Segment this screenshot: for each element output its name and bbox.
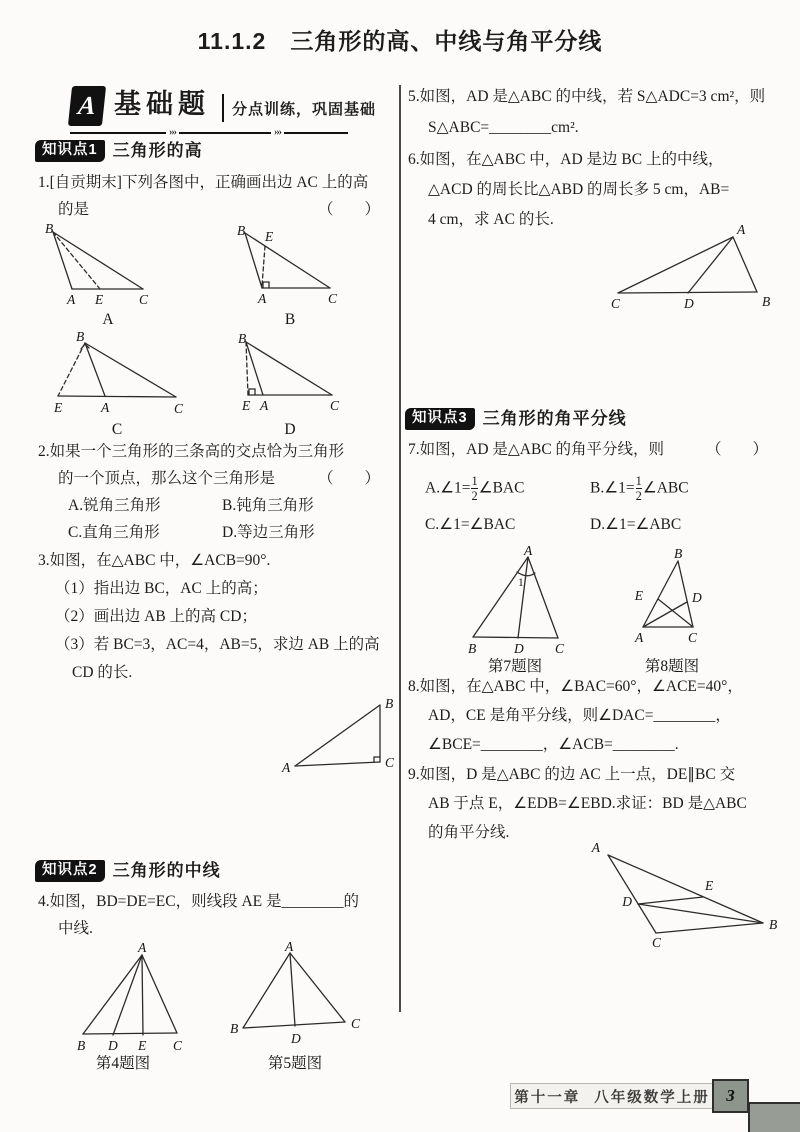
kp3-badge: 知识点3 <box>405 408 475 430</box>
q8-line1: 8.如图，在△ABC 中，∠BAC=60°，∠ACE=40°， <box>408 678 743 695</box>
vertex-label: A <box>67 292 76 307</box>
q1-option-b-caption: B <box>284 311 296 328</box>
q5-figure <box>213 939 368 1074</box>
footer-chapter: 第十一章 <box>514 1089 581 1106</box>
fraction-one-half <box>471 475 477 503</box>
q8-line2: AD，CE 是角平分线，则∠DAC=________， <box>428 707 731 724</box>
vertex-label: A <box>260 398 269 413</box>
level-title: 基础题 <box>114 89 210 119</box>
vertex-label: A <box>282 760 291 775</box>
q9-line2: AB 于点 E，∠EDB=∠EBD.求证：BD 是△ABC <box>428 795 747 812</box>
q7-option-b-post: ∠ABC <box>642 479 689 497</box>
q1-option-a-caption: A <box>102 311 114 328</box>
q5-figure-caption: 第5题图 <box>267 1055 323 1072</box>
fraction-denominator: 2 <box>471 489 478 504</box>
vertex-label: B <box>230 1021 239 1036</box>
page-title: 11.1.2 三角形的高、中线与角平分线 <box>197 28 603 54</box>
q2-line2: 的一个顶点，那么这个三角形是 <box>58 470 276 487</box>
q8-line3: ∠BCE=________，∠ACB=________. <box>428 736 679 753</box>
q2-option-b: B.钝角三角形 <box>222 497 314 514</box>
q1-figure-b <box>228 225 358 330</box>
q2-line1: 2.如果一个三角形的三条高的交点恰为三角形 <box>38 443 345 460</box>
fraction-denominator: 2 <box>635 489 642 504</box>
vertex-label: D <box>692 590 702 605</box>
vertex-label: C <box>173 1038 183 1053</box>
vertex-label: A <box>101 400 110 415</box>
footer-page-number: 3 <box>712 1079 749 1113</box>
underline-segment <box>284 132 348 134</box>
vertex-label: C <box>139 292 149 307</box>
vertex-label: E <box>138 1038 147 1053</box>
q6-figure <box>598 222 788 317</box>
vertex-label: D <box>684 296 694 311</box>
header-underline <box>70 128 360 138</box>
arrows-decoration: ››› <box>274 127 281 138</box>
vertex-label: E <box>265 229 274 244</box>
q1-figure-d <box>228 332 358 444</box>
vertex-label: B <box>385 696 394 711</box>
vertex-label: C <box>385 755 395 770</box>
knowledge-point-2 <box>35 860 221 882</box>
q3-line4: （3）若 BC=3，AC=4，AB=5，求边 AB 上的高 <box>55 636 380 653</box>
q4-figure-caption: 第4题图 <box>95 1055 151 1072</box>
vertex-label: B <box>769 917 778 932</box>
vertex-label: B <box>77 1038 86 1053</box>
vertex-label: B <box>762 294 771 309</box>
vertex-label: A <box>138 940 147 955</box>
q3-line3: （2）画出边 AB 上的高 CD； <box>55 608 257 625</box>
vertex-label: E <box>242 398 251 413</box>
q1-figure-c <box>30 329 200 444</box>
q9-line1: 9.如图，D 是△ABC 的边 AC 上一点，DE∥BC 交 <box>408 766 736 783</box>
level-subtitle: 分点训练，巩固基础 <box>232 101 377 118</box>
q8-figure <box>615 545 730 677</box>
vertex-label: C <box>174 401 184 416</box>
q2-option-c: C.直角三角形 <box>68 524 160 541</box>
vertex-label: B <box>468 641 477 656</box>
q2-option-d: D.等边三角形 <box>222 524 315 541</box>
kp1-title: 三角形的高 <box>112 141 203 160</box>
fraction-numerator: 1 <box>471 474 478 488</box>
footer-bar <box>510 1083 714 1109</box>
q3-line1: 3.如图，在△ABC 中，∠ACB=90°. <box>38 552 271 569</box>
vertex-label: A <box>635 630 644 645</box>
q2-answer-brackets: （ ） <box>318 470 381 487</box>
q7-option-c: C.∠1=∠BAC <box>425 516 516 533</box>
q6-line2: △ACD 的周长比△ABD 的周长多 5 cm，AB= <box>428 181 730 198</box>
q7-option-b <box>590 475 689 503</box>
q7-figure-caption: 第7题图 <box>487 658 543 675</box>
underline-segment <box>70 132 166 134</box>
q2-option-a: A.锐角三角形 <box>68 497 161 514</box>
q1-option-c-caption: C <box>111 421 123 438</box>
fraction-one-half <box>636 475 642 503</box>
vertex-label: D <box>291 1031 301 1046</box>
vertex-label: D <box>622 894 632 909</box>
vertex-label: E <box>95 292 104 307</box>
vertex-label: E <box>54 400 63 415</box>
column-divider <box>399 85 401 1012</box>
q1-line2: 的是 <box>58 201 90 218</box>
q7-option-a <box>425 475 524 503</box>
q9-figure <box>578 838 793 950</box>
vertex-label: D <box>514 641 524 656</box>
knowledge-point-1 <box>35 140 203 162</box>
q7-option-b-pre: B.∠1= <box>590 479 635 497</box>
vertex-label: C <box>330 398 340 413</box>
vertex-label: C <box>351 1016 361 1031</box>
vertex-label: C <box>652 935 662 950</box>
q1-answer-brackets: （ ） <box>318 201 381 218</box>
vertex-label: A <box>737 222 746 237</box>
kp1-badge: 知识点1 <box>35 140 105 162</box>
vertex-label: B <box>237 223 246 238</box>
arrows-decoration: ››› <box>169 127 176 138</box>
vertex-label: A <box>258 291 267 306</box>
q5-line1: 5.如图，AD 是△ABC 的中线，若 S△ADC=3 cm²，则 <box>408 88 766 105</box>
q7-figure <box>455 545 580 677</box>
q4-line1: 4.如图，BD=DE=EC，则线段 AE 是________的 <box>38 893 360 910</box>
q7-option-a-pre: A.∠1= <box>425 479 471 497</box>
vertex-label: E <box>705 878 714 893</box>
q1-option-d-caption: D <box>284 421 296 438</box>
q6-line3: 4 cm，求 AC 的长. <box>428 211 554 228</box>
vertex-label: A <box>285 939 294 954</box>
q4-figure <box>58 942 203 1074</box>
kp2-badge: 知识点2 <box>35 860 105 882</box>
q1-line1: 1.[自贡期末]下列各图中，正确画出边 AC 上的高 <box>38 174 369 191</box>
q3-line5: CD 的长. <box>72 664 133 681</box>
q9-line3: 的角平分线. <box>428 824 510 841</box>
angle-1-label: 1 <box>518 577 524 589</box>
q4-line2: 中线. <box>58 920 93 937</box>
q7-answer-brackets: （ ） <box>706 441 769 458</box>
vertex-label: C <box>688 630 698 645</box>
underline-segment <box>179 132 271 134</box>
q3-figure <box>280 695 400 780</box>
vertex-label: C <box>555 641 565 656</box>
level-a-badge: A <box>68 86 106 126</box>
q7-option-a-post: ∠BAC <box>478 479 525 497</box>
vertex-label: B <box>76 329 85 344</box>
vertex-label: E <box>634 588 643 603</box>
kp3-title: 三角形的角平分线 <box>482 409 627 428</box>
vertex-label: D <box>108 1038 118 1053</box>
kp2-title: 三角形的中线 <box>112 861 221 880</box>
vertex-label: A <box>524 543 533 558</box>
vertex-label: A <box>591 840 600 855</box>
vertex-label: B <box>674 546 683 561</box>
header-divider-bar <box>222 94 224 122</box>
q7-option-d: D.∠1=∠ABC <box>590 516 682 533</box>
q3-line2: （1）指出边 BC，AC 上的高； <box>55 580 268 597</box>
page-corner-tab <box>748 1102 800 1132</box>
vertex-label: B <box>45 221 54 236</box>
footer-book-title: 八年级数学上册 <box>594 1089 710 1106</box>
q8-figure-caption: 第8题图 <box>644 658 700 675</box>
q6-line1: 6.如图，在△ABC 中，AD 是边 BC 上的中线， <box>408 151 724 168</box>
knowledge-point-3 <box>405 408 627 430</box>
vertex-label: B <box>238 331 247 346</box>
q5-line2: S△ABC=________cm². <box>428 119 579 136</box>
vertex-label: C <box>611 296 621 311</box>
q1-figure-a <box>36 221 186 330</box>
fraction-numerator: 1 <box>635 474 642 488</box>
q7-line1: 7.如图，AD 是△ABC 的角平分线，则 <box>408 441 665 458</box>
vertex-label: C <box>328 291 338 306</box>
